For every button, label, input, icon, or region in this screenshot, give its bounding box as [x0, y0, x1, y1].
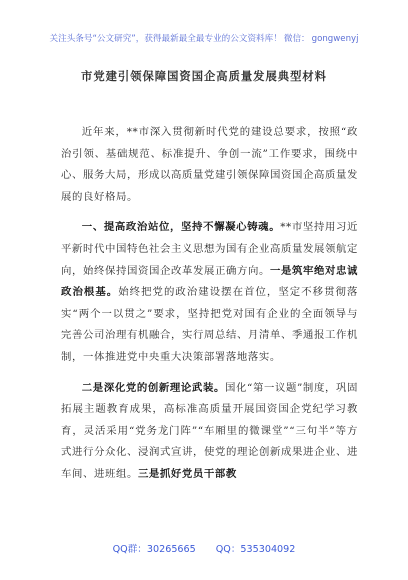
section-3-heading: 三是抓好党员干部教	[137, 467, 237, 480]
intro-paragraph: 近年来，**市深入贯彻新时代党的建设总要求，按照“政治引领、基础规范、标准提升、争创一流”工作要求，围绕中心、服务大局，形成以高质量党建引领保障国资国企高质量发展的良好格局。	[61, 126, 358, 203]
section-1-text: **市坚持用习近平新时代中国特色社会主义思想为国有企业高质量发展领航定向，始终保持国资国企改革发展正确方向。	[61, 221, 358, 277]
section-1-text-2: 始终把党的政治建设摆在首位，坚定不移贯彻落实“两个一以贯之”要求，坚持把党对国有企业的全面领导与完善公司治理有机融合，实行周总结、月清单、季通报工作机制，一体推进党中央重大决策部署落地落实。	[61, 286, 358, 363]
section-2-paragraph	[61, 378, 358, 486]
section-2-text: 国化“第一议题”制度，巩固拓展主题教育成果，高标准高质量开展国资国企党纪学习教育，灵活采用“党务龙门阵”“车厢里的微课堂”“三句半”等方式进行分众化、浸润式宣讲，使党的理论创新成果进企业、进车间、进班组。	[61, 381, 358, 480]
section-1-heading: 一、提高政治站位，坚持不懈凝心铸魂。	[81, 221, 281, 234]
wechat-id: gongwenyj	[311, 34, 359, 44]
section-1-paragraph	[61, 217, 358, 368]
document-title: 市党建引领保障国资国企高质量发展典型材料	[81, 69, 327, 83]
section-2-heading: 二是深化党的创新理论武装。	[81, 381, 225, 394]
wechat-label: 微信：	[283, 34, 310, 44]
qq-number: QQ：535304092	[215, 544, 296, 555]
banner-text: 关注头条号“公文研究”，获得最新最全最专业的公文资料库！	[49, 34, 282, 44]
qq-group: QQ群：30265665	[112, 544, 196, 555]
top-banner	[0, 32, 408, 44]
footer-contacts	[0, 541, 408, 555]
document-body	[61, 122, 358, 495]
section-1-bold: 一是筑牢绝对忠诚政治根基。	[61, 264, 358, 299]
